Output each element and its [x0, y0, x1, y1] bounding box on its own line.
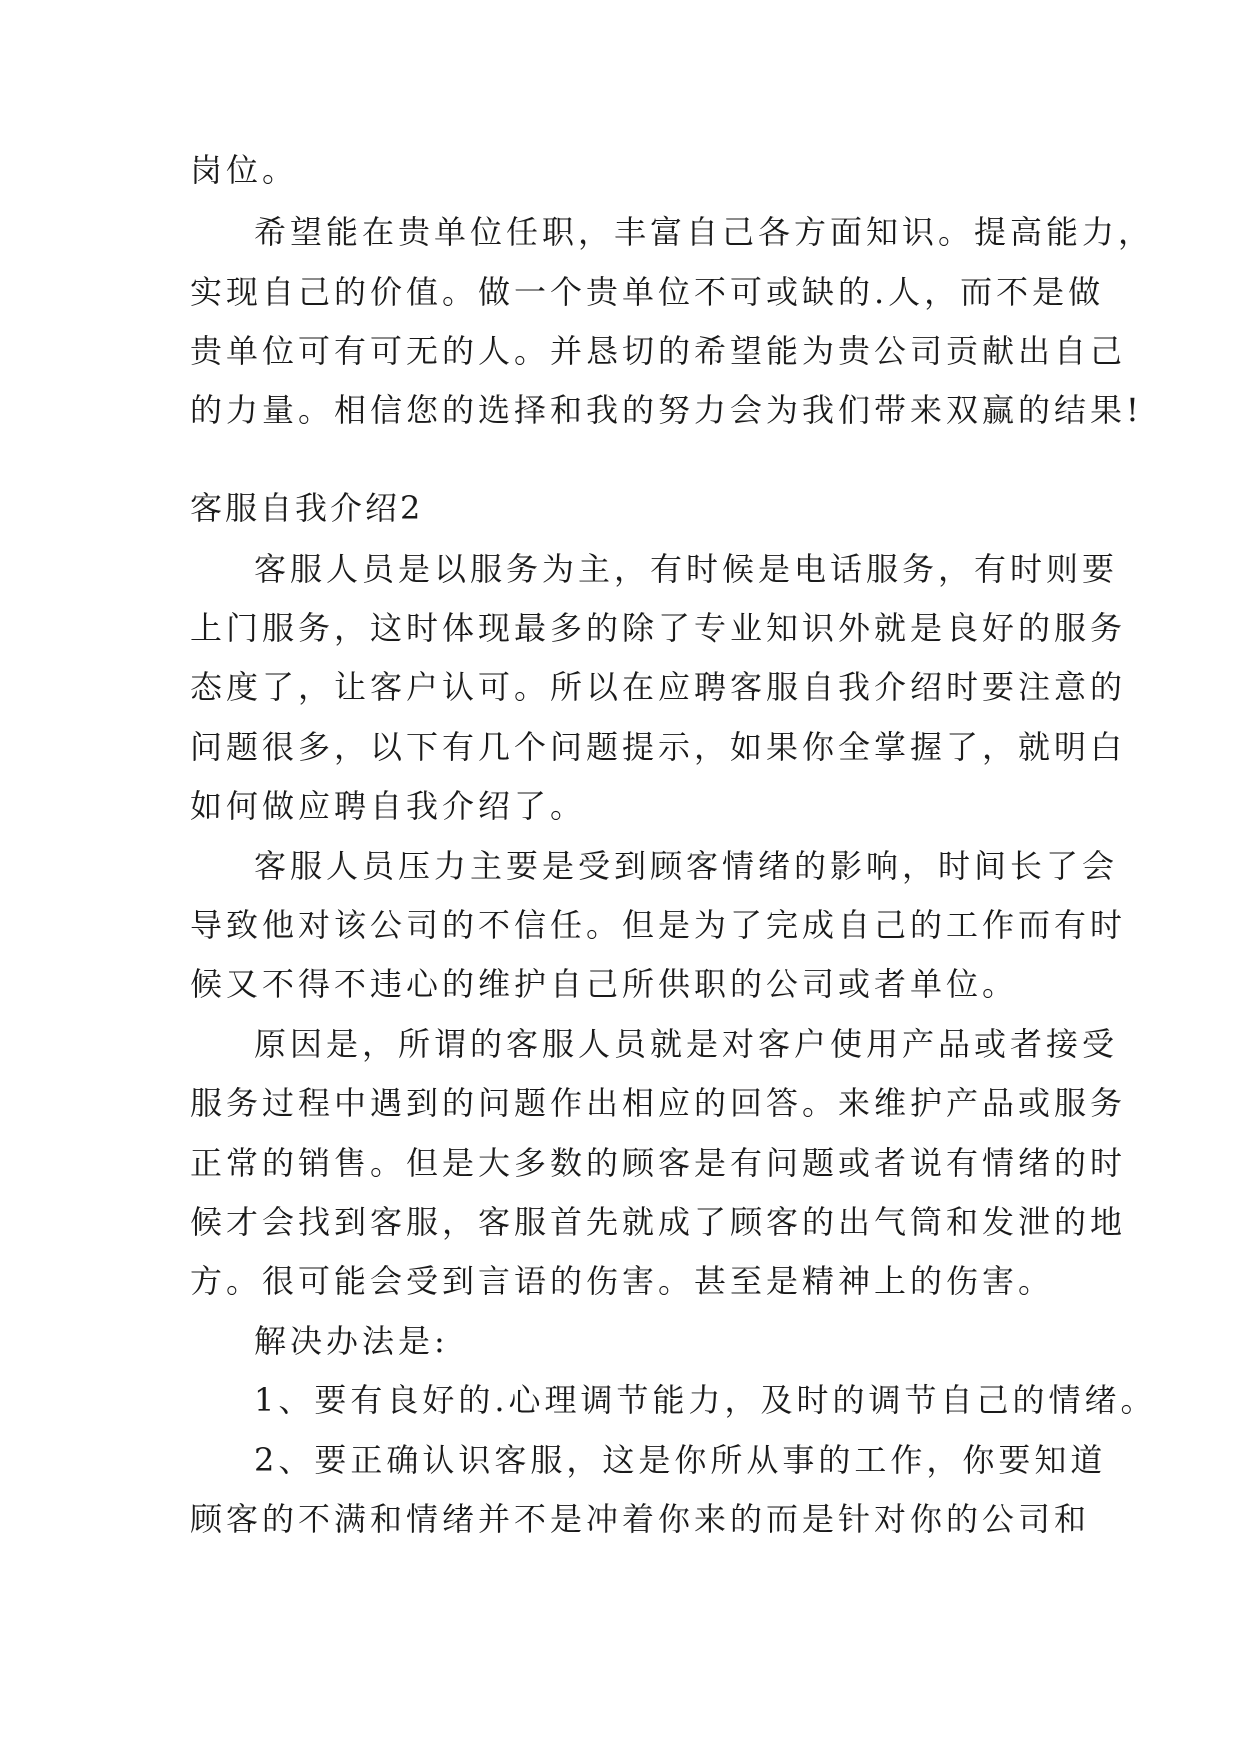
- paragraph-start-line: 原因是，所谓的客服人员就是对客户使用产品或者接受: [254, 1025, 1119, 1063]
- text-line: 岗位。: [190, 151, 299, 189]
- text-line: 候才会找到客服，客服首先就成了顾客的出气筒和发泄的地: [190, 1203, 1127, 1241]
- text-line: 方。很可能会受到言语的伤害。甚至是精神上的伤害。: [190, 1262, 1055, 1300]
- text-line: 服务过程中遇到的问题作出相应的回答。来维护产品或服务: [190, 1084, 1127, 1122]
- text-line: 贵单位可有可无的人。并恳切的希望能为贵公司贡献出自己: [190, 332, 1127, 370]
- text-line: 顾客的不满和情绪并不是冲着你来的而是针对你的公司和: [190, 1500, 1091, 1538]
- paragraph-start-line: 解决办法是:: [254, 1322, 449, 1360]
- text-line: 上门服务，这时体现最多的除了专业知识外就是良好的服务: [190, 609, 1127, 647]
- text-line: 实现自己的价值。做一个贵单位不可或缺的.人，而不是做: [190, 273, 1105, 311]
- text-line: 正常的销售。但是大多数的顾客是有问题或者说有情绪的时: [190, 1144, 1127, 1182]
- paragraph-start-line: 客服人员压力主要是受到顾客情绪的影响，时间长了会: [254, 847, 1119, 885]
- section-heading: 客服自我介绍2: [190, 489, 424, 527]
- text-line: 的力量。相信您的选择和我的努力会为我们带来双赢的结果!: [190, 391, 1143, 429]
- text-line: 态度了，让客户认可。所以在应聘客服自我介绍时要注意的: [190, 668, 1127, 706]
- text-line: 导致他对该公司的不信任。但是为了完成自己的工作而有时: [190, 906, 1127, 944]
- text-line: 问题很多，以下有几个问题提示，如果你全掌握了，就明白: [190, 728, 1127, 766]
- list-item-line: 1、要有良好的.心理调节能力，及时的调节自己的情绪。: [254, 1381, 1157, 1419]
- paragraph-start-line: 希望能在贵单位任职，丰富自己各方面知识。提高能力，: [254, 213, 1155, 251]
- paragraph-start-line: 客服人员是以服务为主，有时候是电话服务，有时则要: [254, 550, 1119, 588]
- text-line: 候又不得不违心的维护自己所供职的公司或者单位。: [190, 965, 1019, 1003]
- text-line: 如何做应聘自我介绍了。: [190, 787, 587, 825]
- list-item-line: 2、要正确认识客服，这是你所从事的工作，你要知道: [254, 1441, 1107, 1479]
